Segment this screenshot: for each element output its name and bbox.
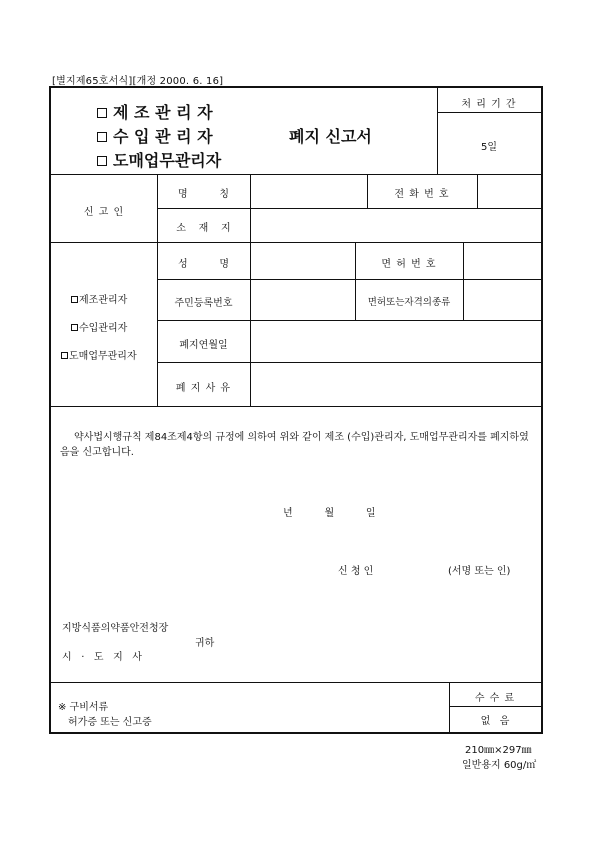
- col-divider: [355, 242, 356, 320]
- declaration-text: 약사법시행규칙 제84조제4항의 규정에 의하여 위와 같이 제조 (수입)관리자, 도매업무관리자를 폐지하였음을 신고합니다.: [60, 432, 529, 458]
- row-divider: [437, 112, 541, 113]
- form-table: [49, 86, 543, 734]
- manager-type-import: 수입관리자: [71, 319, 127, 334]
- applicant-label: 신 청 인: [338, 566, 374, 577]
- full-name-field[interactable]: [250, 242, 355, 279]
- resident-number-field[interactable]: [250, 279, 355, 320]
- checkbox[interactable]: [71, 296, 78, 303]
- closure-date-field[interactable]: [250, 320, 541, 362]
- checkbox[interactable]: [97, 132, 107, 142]
- applicant-signature-field[interactable]: [385, 560, 445, 574]
- recipient-honorific: 귀하: [195, 638, 215, 649]
- processing-period-value: 5일: [480, 142, 498, 153]
- row-divider: [51, 682, 541, 683]
- col-divider: [157, 174, 158, 406]
- option-wholesale-manager: 도매업무관리자: [97, 148, 221, 171]
- fee-value: 없 음: [480, 716, 510, 727]
- recipient-regional-office: 지방식품의약품안전청장: [62, 623, 169, 634]
- checkbox[interactable]: [61, 352, 68, 359]
- resident-number-label: 주민등록번호: [174, 298, 233, 309]
- recipient-governor: 시 · 도 지 사: [62, 652, 142, 663]
- address-label: 소 재 지: [176, 223, 231, 234]
- phone-label: 전 화 번 호: [394, 189, 450, 200]
- checkbox[interactable]: [71, 324, 78, 331]
- signature-label: (서명 또는 인): [448, 566, 511, 577]
- processing-period-label: 처 리 기 간: [461, 99, 517, 110]
- checkbox[interactable]: [97, 108, 107, 118]
- license-type-field[interactable]: [463, 279, 541, 320]
- option-import-manager: 수 입 관 리 자: [97, 124, 213, 147]
- manager-type-wholesale: 도매업무관리자: [61, 347, 137, 362]
- checkbox[interactable]: [97, 156, 107, 166]
- name-label: 명 칭: [177, 189, 230, 200]
- closure-date-label: 폐지연월일: [179, 340, 228, 351]
- closure-reason-label: 폐 지 사 유: [175, 383, 232, 394]
- option-manufacturing-manager: 제 조 관 리 자: [97, 100, 213, 123]
- form-number-note: [별지제65호서식][개정 2000. 6. 16]: [52, 76, 224, 87]
- paper-weight: 일반용지 60g/㎡: [462, 760, 537, 771]
- closure-reason-field[interactable]: [250, 362, 541, 406]
- name-field[interactable]: [250, 174, 367, 208]
- manager-type-manufacturing: 제조관리자: [71, 291, 127, 306]
- license-number-label: 면 허 번 호: [381, 259, 437, 270]
- license-number-field[interactable]: [463, 242, 541, 279]
- paper-size: 210㎜×297㎜: [465, 745, 532, 756]
- reporter-section-label: 신 고 인: [83, 207, 125, 218]
- required-documents-title: ※ 구비서류: [58, 702, 109, 713]
- full-name-label: 성 명: [177, 259, 230, 270]
- row-divider: [51, 406, 541, 407]
- address-field[interactable]: [250, 208, 541, 242]
- required-document-item: 허가증 또는 신고증: [68, 717, 152, 728]
- phone-field[interactable]: [477, 174, 541, 208]
- form-title: 폐지 신고서: [289, 127, 372, 146]
- license-type-label: 면허또는자격의종류: [367, 297, 451, 308]
- date-line: 년 월 일: [283, 508, 376, 519]
- row-divider: [449, 706, 541, 707]
- fee-label: 수 수 료: [474, 693, 516, 704]
